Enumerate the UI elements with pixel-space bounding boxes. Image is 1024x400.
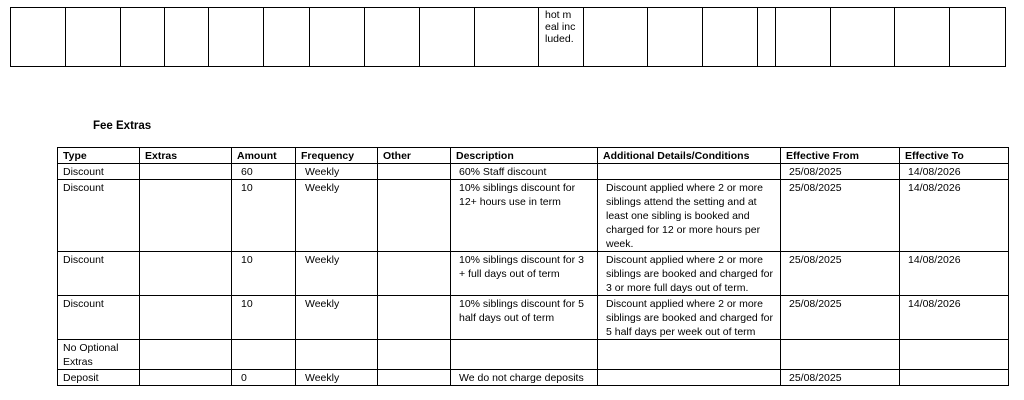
cell-description: [451, 340, 598, 370]
cell-effective-from: 25/08/2025: [781, 370, 900, 386]
cell-details: Discount applied where 2 or more siblings attend the setting and at least one sibling is booked and charged for 12 or more hours per week.: [598, 180, 781, 252]
cell-other: [378, 252, 451, 296]
cell-other: [378, 370, 451, 386]
cell-effective-from: 25/08/2025: [781, 296, 900, 340]
cell-amount: 0: [232, 370, 296, 386]
table-cell: [703, 8, 758, 67]
cell-type: Discount: [58, 180, 140, 252]
cell-extras: [140, 252, 232, 296]
table-cell: [66, 8, 121, 67]
table-row: [58, 296, 1009, 340]
section-heading: Fee Extras: [93, 120, 152, 132]
cell-extras: [140, 370, 232, 386]
cell-details: [598, 164, 781, 180]
cell-effective-from: 25/08/2025: [781, 180, 900, 252]
cell-description: 60% Staff discount: [451, 164, 598, 180]
cell-amount: 60: [232, 164, 296, 180]
table-cell: [648, 8, 703, 67]
column-header-effective-to: Effective To: [900, 148, 1009, 164]
table-row: [58, 370, 1009, 386]
cell-description: We do not charge deposits: [451, 370, 598, 386]
cell-effective-to: [900, 370, 1009, 386]
cell-amount: [232, 340, 296, 370]
table-cell: [950, 8, 1006, 67]
cell-extras: [140, 164, 232, 180]
cell-effective-from: [781, 340, 900, 370]
cell-extras: [140, 340, 232, 370]
fee-extras-table: [57, 147, 1009, 386]
table-cell: [11, 8, 66, 67]
cell-other: [378, 164, 451, 180]
table-cell: [264, 8, 310, 67]
cell-amount: 10: [232, 296, 296, 340]
previous-table-fragment: [10, 7, 1006, 67]
cell-type: No Optional Extras: [58, 340, 140, 370]
table-row: [58, 180, 1009, 252]
table-cell: [365, 8, 420, 67]
cell-details: [598, 340, 781, 370]
cell-description: 10% siblings discount for 5 half days out of term: [451, 296, 598, 340]
table-cell: hot meal included.: [539, 8, 584, 67]
table-row: [58, 164, 1009, 180]
cell-effective-from: 25/08/2025: [781, 252, 900, 296]
cell-type: Discount: [58, 164, 140, 180]
cell-amount: 10: [232, 180, 296, 252]
cell-extras: [140, 180, 232, 252]
column-header-effective-from: Effective From: [781, 148, 900, 164]
cell-other: [378, 180, 451, 252]
cell-other: [378, 340, 451, 370]
cell-frequency: [296, 340, 378, 370]
cell-description: 10% siblings discount for 3 + full days out of term: [451, 252, 598, 296]
cell-frequency: Weekly: [296, 164, 378, 180]
table-cell: [165, 8, 209, 67]
table-cell: [475, 8, 539, 67]
cell-frequency: Weekly: [296, 296, 378, 340]
table-cell: [831, 8, 895, 67]
cell-frequency: Weekly: [296, 252, 378, 296]
cell-effective-to: 14/08/2026: [900, 252, 1009, 296]
cell-description: 10% siblings discount for 12+ hours use in term: [451, 180, 598, 252]
column-header-frequency: Frequency: [296, 148, 378, 164]
table-cell: [209, 8, 264, 67]
cell-effective-to: 14/08/2026: [900, 164, 1009, 180]
cell-effective-to: 14/08/2026: [900, 296, 1009, 340]
table-cell: [895, 8, 950, 67]
table-cell: [310, 8, 365, 67]
table-row: [58, 252, 1009, 296]
cell-amount: 10: [232, 252, 296, 296]
column-header-type: Type: [58, 148, 140, 164]
table-row: [11, 8, 1006, 67]
table-row: [58, 340, 1009, 370]
table-cell: [420, 8, 475, 67]
cell-type: Discount: [58, 252, 140, 296]
cell-frequency: Weekly: [296, 370, 378, 386]
table-cell: [584, 8, 648, 67]
column-header-description: Description: [451, 148, 598, 164]
table-header-row: [58, 148, 1009, 164]
cell-frequency: Weekly: [296, 180, 378, 252]
column-header-details: Additional Details/Conditions: [598, 148, 781, 164]
column-header-amount: Amount: [232, 148, 296, 164]
cell-details: Discount applied where 2 or more siblings are booked and charged for 5 half days per week out of term: [598, 296, 781, 340]
column-header-extras: Extras: [140, 148, 232, 164]
cell-type: Discount: [58, 296, 140, 340]
cell-effective-from: 25/08/2025: [781, 164, 900, 180]
table-cell: [121, 8, 165, 67]
cell-type: Deposit: [58, 370, 140, 386]
cell-other: [378, 296, 451, 340]
cell-effective-to: 14/08/2026: [900, 180, 1009, 252]
cell-details: Discount applied where 2 or more siblings are booked and charged for 3 or more full days out of term.: [598, 252, 781, 296]
table-cell: [776, 8, 831, 67]
cell-extras: [140, 296, 232, 340]
column-header-other: Other: [378, 148, 451, 164]
cell-effective-to: [900, 340, 1009, 370]
cell-details: [598, 370, 781, 386]
table-cell: [758, 8, 776, 67]
